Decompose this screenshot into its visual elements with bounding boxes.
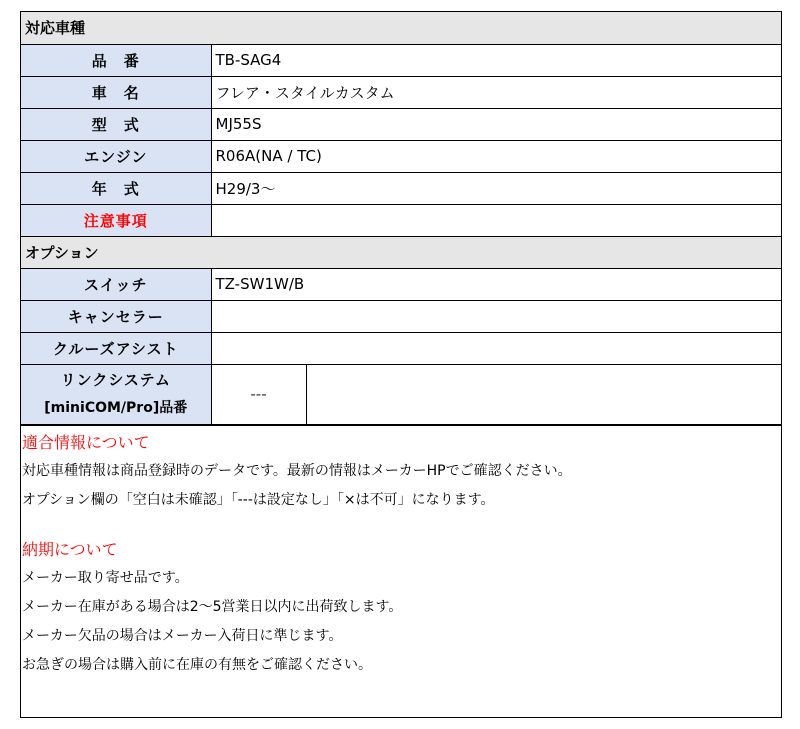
link-system-value-extra (306, 364, 781, 424)
delivery-line: メーカー欠品の場合はメーカー入荷日に準じます。 (22, 627, 343, 644)
engine-value: R06A(NA / TC) (211, 140, 781, 172)
cruise-assist-label: クルーズアシスト (21, 332, 211, 364)
delivery-heading: 納期について (22, 539, 118, 559)
spec-row-engine (21, 140, 781, 172)
link-system-label-line1: リンクシステム (60, 371, 171, 389)
fit-info-heading: 適合情報について (22, 432, 150, 452)
switch-label: スイッチ (21, 268, 211, 300)
caution-value (211, 204, 781, 236)
compat-header-row (21, 12, 781, 44)
caution-label: 注意事項 (21, 204, 211, 236)
spec-row-model-code (21, 108, 781, 140)
spec-row-notes (21, 204, 781, 236)
engine-label: エンジン (21, 140, 211, 172)
delivery-line: お急ぎの場合は購入前に在庫の有無をご確認ください。 (22, 656, 372, 673)
spacer (22, 515, 781, 535)
link-system-value: --- (211, 364, 306, 424)
option-row-canceller (21, 300, 781, 332)
year-value: H29/3〜 (211, 172, 781, 204)
delivery-line: メーカー取り寄せ品です。 (22, 569, 189, 586)
canceller-value (211, 300, 781, 332)
part-number-value: TB-SAG4 (211, 44, 781, 76)
year-label: 年 式 (21, 172, 211, 204)
canceller-label: キャンセラー (21, 300, 211, 332)
compat-header: 対応車種 (21, 12, 781, 44)
option-row-link-system (21, 364, 781, 424)
fit-info-line: オプション欄の「空白は未確認」「---は設定なし」「×は不可」になります。 (22, 491, 495, 508)
compat-sheet (20, 11, 782, 718)
notes-section (21, 425, 781, 680)
spec-row-year (21, 172, 781, 204)
model-code-value: MJ55S (211, 108, 781, 140)
spec-row-part-number (21, 44, 781, 76)
switch-value: TZ-SW1W/B (211, 268, 781, 300)
spec-table (21, 12, 781, 425)
cruise-assist-value (211, 332, 781, 364)
options-header-row (21, 236, 781, 268)
link-system-label-line2: [miniCOM/Pro]品番 (44, 400, 188, 416)
options-header: オプション (21, 236, 781, 268)
link-system-label (21, 364, 211, 424)
option-row-switch (21, 268, 781, 300)
model-code-label: 型 式 (21, 108, 211, 140)
delivery-line: メーカー在庫がある場合は2〜5営業日以内に出荷致します。 (22, 598, 403, 615)
fit-info-line: 対応車種情報は商品登録時のデータです。最新の情報はメーカーHPでご確認ください。 (22, 462, 572, 479)
part-number-label: 品 番 (21, 44, 211, 76)
car-name-label: 車 名 (21, 76, 211, 108)
spec-row-car-name (21, 76, 781, 108)
car-name-value: フレア・スタイルカスタム (211, 76, 781, 108)
option-row-cruise-assist (21, 332, 781, 364)
